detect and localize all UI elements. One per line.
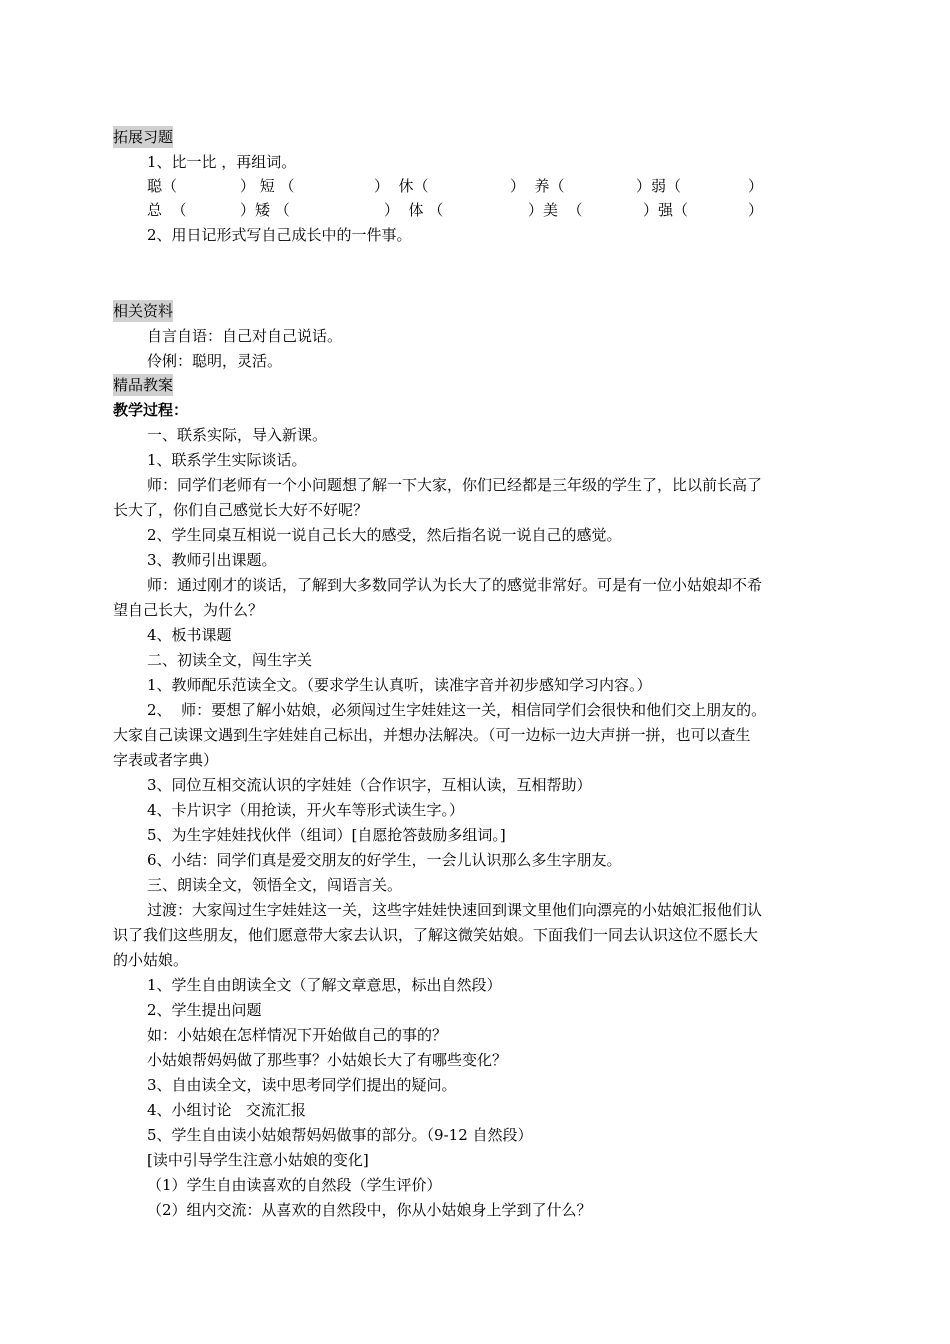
section-title-related: 相关资料 — [113, 302, 174, 320]
lesson-line: 大家自己读课文遇到生字娃娃自己标出，并想办法解决。（可一边标一边大声拼一拼，也可以查生 — [113, 726, 751, 744]
related-item-2: 伶俐：聪明，灵活。 — [147, 352, 283, 370]
lesson-line: 如：小姑娘在怎样情况下开始做自己的事的？ — [147, 1026, 448, 1044]
lesson-line: 4、小组讨论 交流汇报 — [147, 1101, 306, 1119]
document-page: 拓展习题 1、比一比 ，再组词。 聪（ ） 短 （ ） 休（ ） 养（ ）弱（ ） 总 （ ）矮 （ ） 体 （ ）美 （ ）强（ ） 2、用日记形式写自己成长中的一件事。 相关资料 自言自语：自己对自己说话。 伶俐：聪明，灵活。 精品教案 教学过程： 一、联系实际，导入新课。 1、联系学生实际谈话。 师：同学们老师有一个小问题想了解一下大家，你们已经都是三年级的学生了，比以前长高了 长大了，你们自己感觉长大好不好呢？ 2、学生同桌互相说一说自己长大的感受，然后指名说一说自己的感觉。 3、教师引出课题。 师：通过刚才的谈话，了解到大多数同学认为长大了的感觉非常好。可是有一位小姑娘却不希 望自己长大，为什么？ 4、板书课题 二、初读全文，闯生字关 1、教师配乐范读全文。（要求学生认真听，读准字音并初步感知学习内容。） 2、 师：要想了解小姑娘，必须闯过生字娃娃这一关，相信同学们会很快和他们交上朋友的。 大家自己读课文遇到生字娃娃自己标出，并想办法解决。（可一边标一边大声拼一拼，也可以查生 字表或者字典） 3、同位互相交流认识的字娃娃（合作识字，互相认读，互相帮助） 4、卡片识字（用抢读，开火车等形式读生字。） 5、为生字娃娃找伙伴（组词）[自愿抢答鼓励多组词。] 6、小结：同学们真是爱交朋友的好学生，一会儿认识那么多生字朋友。 三、朗读全文，领悟全文，闯语言关。 过渡：大家闯过生字娃娃这一关，这些字娃娃快速回到课文里他们向漂亮的小姑娘汇报他们认 识了我们这些朋友，他们愿意带大家去认识，了解这微笑姑娘。下面我们一同去认识这位不愿长大 的小姑娘。 1、学生自由朗读全文（了解文章意思，标出自然段） 2、学生提出问题 如：小姑娘在怎样情况下开始做自己的事的？ 小姑娘帮妈妈做了那些事？小姑娘长大了有哪些变化？ 3、自由读全文，读中思考同学们提出的疑问。 4、小组讨论 交流汇报 5、学生自由读小姑娘帮妈妈做事的部分。（9-12 自然段） [读中引导学生注意小姑娘的变化] （1）学生自由读喜欢的自然段（学生评价） （2）组内交流：从喜欢的自然段中，你从小姑娘身上学到了什么？ — [113, 128, 767, 1219]
lesson-line: 2、学生提出问题 — [147, 1001, 262, 1019]
lesson-line: 2、学生同桌互相说一说自己长大的感受，然后指名说一说自己的感觉。 — [147, 526, 622, 544]
lesson-line: 过渡：大家闯过生字娃娃这一关，这些字娃娃快速回到课文里他们向漂亮的小姑娘汇报他们认 — [147, 901, 763, 919]
lesson-line: [读中引导学生注意小姑娘的变化] — [147, 1151, 369, 1169]
lesson-line: 二、初读全文，闯生字关 — [147, 651, 313, 669]
lesson-line: 师：通过刚才的谈话，了解到大多数同学认为长大了的感觉非常好。可是有一位小姑娘却不希 — [147, 576, 763, 594]
section-title-process: 教学过程： — [113, 401, 189, 419]
lesson-line: 一、联系实际，导入新课。 — [147, 426, 328, 444]
lesson-line: 望自己长大，为什么？ — [113, 601, 264, 619]
lesson-line: 3、同位互相交流认识的字娃娃（合作识字，互相认读，互相帮助） — [147, 776, 592, 794]
lesson-line: 师：同学们老师有一个小问题想了解一下大家，你们已经都是三年级的学生了，比以前长高了 — [147, 476, 763, 494]
lesson-line: （1）学生自由读喜欢的自然段（学生评价） — [147, 1176, 442, 1194]
lesson-line: 的小姑娘。 — [113, 951, 189, 969]
lesson-line: 长大了，你们自己感觉长大好不好呢？ — [113, 501, 369, 519]
lesson-line: 3、教师引出课题。 — [147, 551, 277, 569]
lesson-line: 4、卡片识字（用抢读，开火车等形式读生字。） — [147, 801, 465, 819]
lesson-line: 6、小结：同学们真是爱交朋友的好学生，一会儿认识那么多生字朋友。 — [147, 851, 622, 869]
lesson-line: 2、 师：要想了解小姑娘，必须闯过生字娃娃这一关，相信同学们会很快和他们交上朋友的。 — [147, 701, 767, 719]
lesson-line: 三、朗读全文，领悟全文，闯语言关。 — [147, 876, 403, 894]
lesson-line: （2）组内交流：从喜欢的自然段中，你从小姑娘身上学到了什么？ — [147, 1201, 592, 1219]
lesson-line: 识了我们这些朋友，他们愿意带大家去认识，了解这微笑姑娘。下面我们一同去认识这位不愿长大 — [113, 926, 759, 944]
lesson-line: 字表或者字典） — [113, 751, 219, 769]
lesson-line: 1、联系学生实际谈话。 — [147, 451, 307, 469]
section-title-extension: 拓展习题 — [113, 128, 174, 146]
lesson-line: 5、为生字娃娃找伙伴（组词）[自愿抢答鼓励多组词。] — [147, 826, 506, 844]
lesson-line: 5、学生自由读小姑娘帮妈妈做事的部分。（9-12 自然段） — [147, 1126, 533, 1144]
exercise-q2: 2、用日记形式写自己成长中的一件事。 — [147, 226, 412, 244]
lesson-line: 小姑娘帮妈妈做了那些事？小姑娘长大了有哪些变化？ — [147, 1051, 508, 1069]
lesson-line: 1、教师配乐范读全文。（要求学生认真听，读准字音并初步感知学习内容。） — [147, 676, 652, 694]
lesson-line: 1、学生自由朗读全文（了解文章意思，标出自然段） — [147, 976, 502, 994]
related-item-1: 自言自语：自己对自己说话。 — [147, 327, 343, 345]
lesson-line: 4、板书课题 — [147, 626, 232, 644]
lesson-line: 3、自由读全文，读中思考同学们提出的疑问。 — [147, 1076, 457, 1094]
exercise-q1: 1、比一比 ，再组词。 — [147, 153, 297, 171]
section-title-lesson: 精品教案 — [113, 376, 174, 394]
